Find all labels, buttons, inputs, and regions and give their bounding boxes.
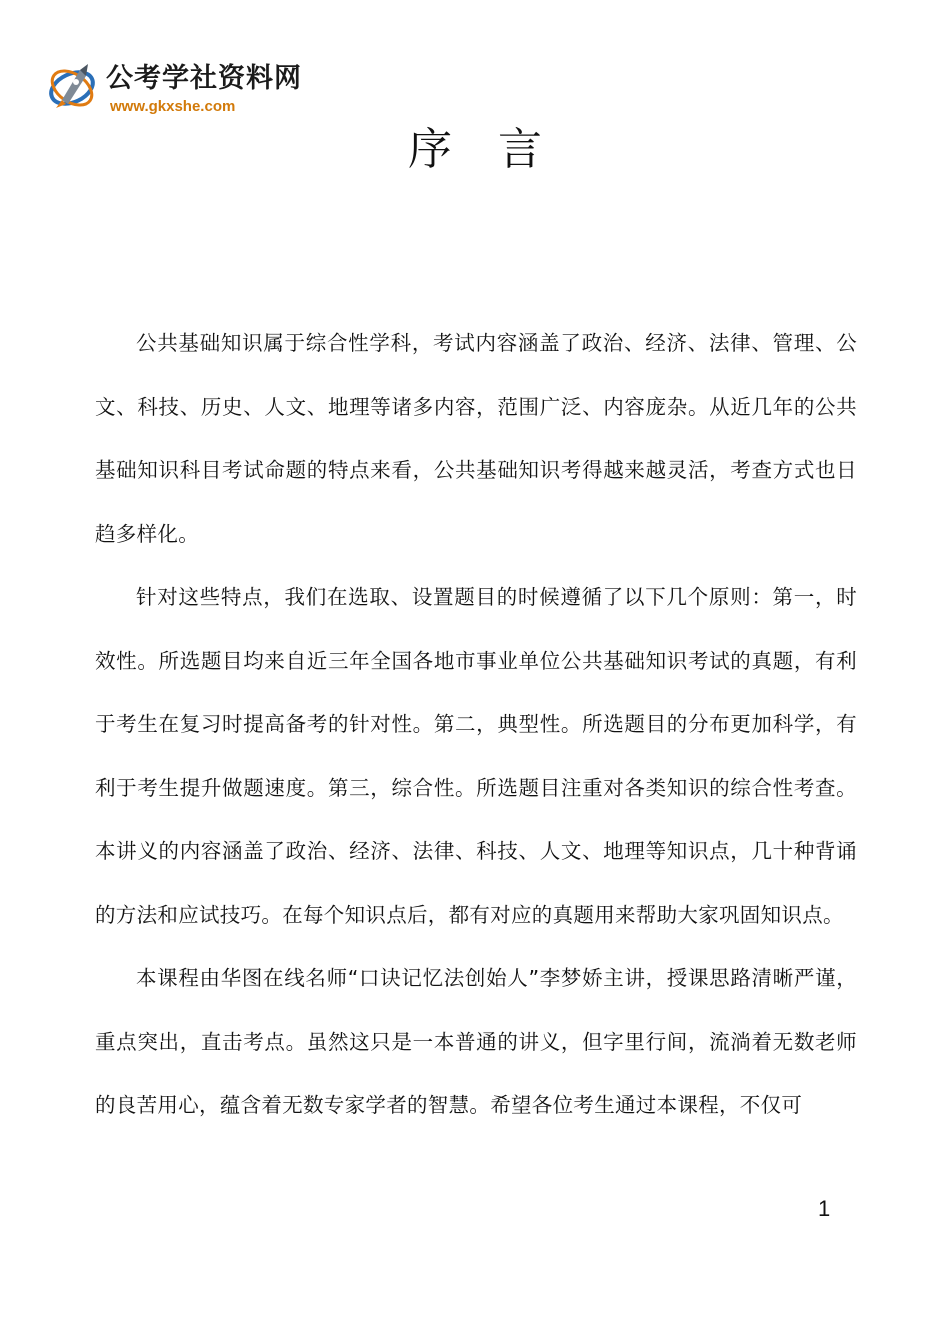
paragraph-2: 针对这些特点，我们在选取、设置题目的时候遵循了以下几个原则：第一，时效性。所选题目均来自近三年全国各地市事业单位公共基础知识考试的真题，有利于考生在复习时提高备考的针对性。第二，典型性。所选题目的分布更加科学，有利于考生提升做题速度。第三，综合性。所选题目注重对各类知识的综合性考查。本讲义的内容涵盖了政治、经济、法律、科技、人文、地理等知识点，几十种背诵的方法和应试技巧。在每个知识点后，都有对应的真题用来帮助大家巩固知识点。 (95, 585, 857, 927)
preface-body (95, 312, 857, 1138)
logo-title: 公考学社资料网 (106, 63, 302, 94)
paragraph-3: 本课程由华图在线名师“口诀记忆法创始人”李梦娇主讲，授课思路清晰严谨，重点突出，直击考点。虽然这只是一本普通的讲义，但字里行间，流淌着无数老师的良苦用心，蕴含着无数专家学者的智慧。希望各位考生通过本课程，不仅可 (95, 966, 857, 1117)
page-number: 1 (818, 1196, 831, 1221)
logo-url[interactable]: www.gkxshe.com (110, 98, 236, 115)
page-title: 序言 (408, 124, 588, 175)
rocket-logo-icon (44, 58, 100, 114)
site-logo (44, 58, 302, 120)
paragraph-1: 公共基础知识属于综合性学科，考试内容涵盖了政治、经济、法律、管理、公文、科技、历史、人文、地理等诸多内容，范围广泛、内容庞杂。从近几年的公共基础知识科目考试命题的特点来看，公共基础知识考得越来越灵活，考查方式也日趋多样化。 (95, 331, 857, 546)
